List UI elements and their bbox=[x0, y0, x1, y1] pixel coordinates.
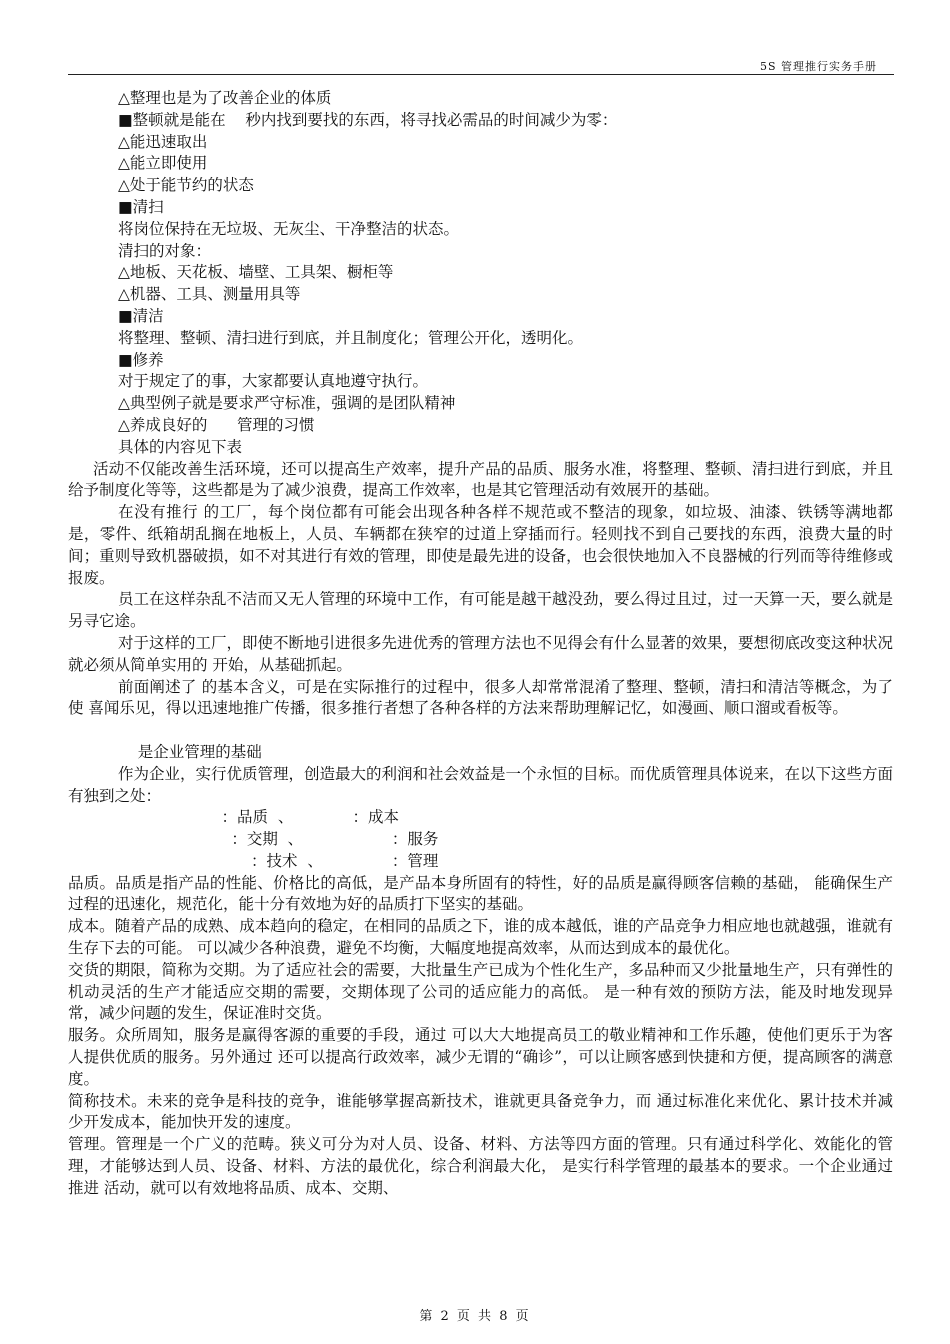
list-line: △处于能节约的状态 bbox=[118, 176, 254, 195]
paragraph: 对于这样的工厂，即使不断地引进很多先进优秀的管理方法也不见得会有什么显著的效果，要想彻底改变这种状况就必须从简单实用的 开始，从基础抓起。 bbox=[68, 633, 894, 674]
aspect-paragraph-management: 管理。管理是一个广义的范畴。狭义可分为对人员、设备、材料、方法等四方面的管理。只有通过科学化、效能化的管理，才能够达到人员、设备、材料、方法的最优化，综合利润最大化， 是实行科学管理的最基本的要求。一个企业通过推进 活动，就可以有效地将品质、成本、交期、 bbox=[68, 1135, 893, 1197]
aspect-paragraph-delivery: 交货的期限，简称为交期。为了适应社会的需要，大批量生产已成为个性化生产，多品种而又少批量地生产，只有弹性的机动灵活的生产才能适应交期的需要，交期体现了公司的适应能力的高低。 是一种有效的预防方法，能及时地发现异常，减少问题的发生，保证准时交货。 bbox=[68, 960, 893, 1023]
list-line: ■修养 bbox=[118, 350, 164, 369]
list-line: ■清洁 bbox=[118, 306, 164, 325]
page-number: 第 2 页 共 8 页 bbox=[419, 1309, 531, 1324]
document-body bbox=[68, 88, 894, 1200]
section-title: 是企业管理的基础 bbox=[118, 742, 262, 761]
list-line: ■清扫 bbox=[118, 197, 164, 216]
list-line: △典型例子就是要求严守标准，强调的是团队精神 bbox=[118, 394, 456, 413]
spacer bbox=[118, 720, 893, 742]
paragraph: 活动不仅能改善生活环境，还可以提高生产效率，提升产品的品质、服务水准，将整理、整顿、清扫进行到底，并且给予制度化等等，这些都是为了减少浪费，提高工作效率，也是其它管理活动有效展开的基础。 bbox=[68, 459, 893, 500]
header-rule bbox=[68, 74, 894, 75]
list-line: △地板、天花板、墙壁、工具架、橱柜等 bbox=[118, 263, 394, 282]
list-line: 对于规定了的事，大家都要认真地遵守执行。 bbox=[118, 372, 429, 391]
list-line: △能立即使用 bbox=[118, 154, 208, 173]
aspect-line: ：交期 、 ：服务 bbox=[118, 830, 439, 849]
aspect-paragraphs bbox=[68, 873, 893, 1200]
list-line: 清扫的对象： bbox=[118, 241, 212, 260]
list-line: △养成良好的 管理的习惯 bbox=[118, 415, 315, 434]
list-block bbox=[118, 88, 893, 459]
aspect-line: ：品质 、 ：成本 bbox=[118, 808, 399, 827]
paragraph: 前面阐述了 的基本含义，可是在实际推行的过程中，很多人却常常混淆了整理、整顿，清扫和清洁等概念，为了使 喜闻乐见，得以迅速地推广传播，很多推行者想了各种各样的方法来帮助理解记忆，如漫画、顺口溜或看板等。 bbox=[68, 677, 893, 718]
aspect-paragraph-technology: 简称技术。未来的竞争是科技的竞争，谁能够掌握高新技术，谁就更具备竞争力，而 通过标准化来优化、累计技术并减少开发成本，能加快开发的速度。 bbox=[68, 1091, 893, 1132]
list-line: 将岗位保持在无垃圾、无灰尘、干净整洁的状态。 bbox=[118, 219, 460, 238]
aspect-paragraph-cost: 成本。随着产品的成熟、成本趋向的稳定，在相同的品质之下，谁的成本越低，谁的产品竞争力相应地也就越强，谁就有生存下去的可能。 可以减少各种浪费，避免不均衡，大幅度地提高效率，从而达到成本的最优化。 bbox=[68, 917, 893, 958]
list-line: △机器、工具、测量用具等 bbox=[118, 285, 301, 304]
intro-paragraphs bbox=[68, 459, 894, 721]
aspect-paragraph-service: 服务。众所周知，服务是赢得客源的重要的手段，通过 可以大大地提高员工的敬业精神和工作乐趣，使他们更乐于为客人提供优质的服务。另外通过 还可以提高行政效率，减少无谓的“确诊”，可以让顾客感到快捷和方便，提高顾客的满意度。 bbox=[68, 1026, 893, 1088]
section-intro: 作为企业，实行优质管理，创造最大的利润和社会效益是一个永恒的目标。而优质管理具体说来，在以下这些方面有独到之处： bbox=[68, 764, 894, 805]
list-line: △整理也是为了改善企业的体质 bbox=[118, 89, 332, 107]
aspect-line: ：技术 、 ：管理 bbox=[118, 851, 439, 870]
aspect-paragraph-quality: 品质。品质是指产品的性能、价格比的高低，是产品本身所固有的特性，好的品质是赢得顾客信赖的基础， 能确保生产过程的迅速化，规范化，能十分有效地为好的品质打下坚实的基础。 bbox=[68, 873, 893, 914]
list-line: △能迅速取出 bbox=[118, 132, 208, 151]
list-line: 具体的内容见下表 bbox=[118, 437, 243, 456]
list-line: 将整理、整顿、清扫进行到底，并且制度化；管理公开化，透明化。 bbox=[118, 328, 584, 347]
header-title: 5S 管理推行实务手册 bbox=[760, 60, 878, 73]
paragraph: 员工在这样杂乱不洁而又无人管理的环境中工作，有可能是越干越没劲，要么得过且过，过一天算一天，要么就是另寻它途。 bbox=[68, 590, 894, 631]
aspect-list bbox=[118, 807, 893, 872]
list-line: ■整顿就是能在 秒内找到要找的东西，将寻找必需品的时间减少为零： bbox=[118, 110, 618, 129]
paragraph: 在没有推行 的工厂，每个岗位都有可能会出现各种各样不规范或不整洁的现象，如垃圾、油漆、铁锈等满地都是，零件、纸箱胡乱搁在地板上，人员、车辆都在狭窄的过道上穿插而行。轻则找不到自己要找的东西，浪费大量的时间；重则导致机器破损，如不对其进行有效的管理，即使是最先进的设备，也会很快地加入不良器械的行列而等待维修或报废。 bbox=[68, 503, 893, 587]
